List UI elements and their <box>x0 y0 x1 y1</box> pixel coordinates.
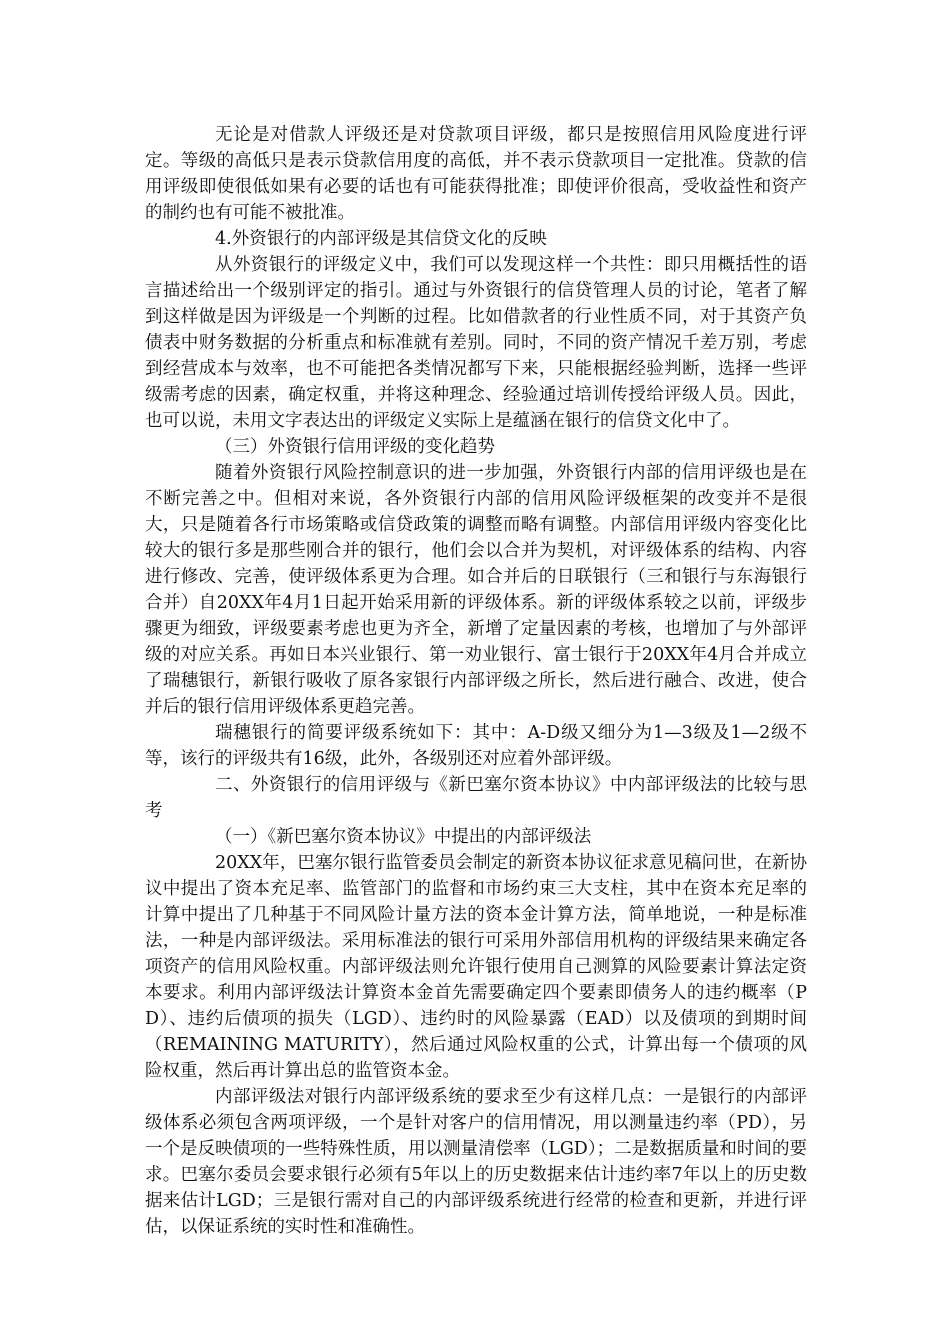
heading-irb-approach: （一）《新巴塞尔资本协议》中提出的内部评级法 <box>215 827 592 847</box>
paragraph-basel-accord: 20XX年，巴塞尔银行监管委员会制定的新资本协议征求意见稿问世，在新协议中提出了资本充足率、监管部门的监督和市场约束三大支柱，其中在资本充足率的计算中提出了几种基于不同风险计量方法的资本金计算方法，简单地说，一种是标准法，一种是内部评级法。采用标准法的银行可采用外部信用机构的评级结果来确定各项资产的信用风险权重。内部评级法则允许银行使用自己测算的风险要素计算法定资本要求。利用内部评级法计算资本金首先需要确定四个要素即债务人的违约概率（PD）、违约后债项的损失（LGD）、违约时的风险暴露（EAD）以及债项的到期时间（REMAINING MATURITY），然后通过风险权重的公式，计算出每一个债项的风险权重，然后再计算出总的监管资本金。 <box>145 853 807 1081</box>
document-body <box>145 122 807 1240</box>
heading-basel-comparison: 二、外资银行的信用评级与《新巴塞尔资本协议》中内部评级法的比较与思考 <box>145 775 807 821</box>
heading-credit-culture: 4.外资银行的内部评级是其信贷文化的反映 <box>215 229 547 249</box>
paragraph-rating-evolution: 随着外资银行风险控制意识的进一步加强，外资银行内部的信用评级也是在不断完善之中。但相对来说，各外资银行内部的信用风险评级框架的改变并不是很大，只是随着各行市场策略或信贷政策的调整而略有调整。内部信用评级内容变化比较大的银行多是那些刚合并的银行，他们会以合并为契机，对评级体系的结构、内容进行修改、完善，使评级体系更为合理。如合并后的日联银行（三和银行与东海银行合并）自20XX年4月1日起开始采用新的评级体系。新的评级体系较之以前，评级步骤更为细致，评级要素考虑也更为齐全，新增了定量因素的考核，也增加了与外部评级的对应关系。再如日本兴业银行、第一劝业银行、富士银行于20XX年4月合并成立了瑞穗银行，新银行吸收了原各家银行内部评级之所长，然后进行融合、改进，使合并后的银行信用评级体系更趋完善。 <box>145 463 807 717</box>
paragraph-rating-definition: 从外资银行的评级定义中，我们可以发现这样一个共性：即只用概括性的语言描述给出一个级别评定的指引。通过与外资银行的信贷管理人员的讨论，笔者了解到这样做是因为评级是一个判断的过程。比如借款者的行业性质不同，对于其资产负债表中财务数据的分析重点和标准就有差别。同时，不同的资产情况千差万别，考虑到经营成本与效率，也不可能把各类情况都写下来，只能根据经验判断，选择一些评级需考虑的因素，确定权重，并将这种理念、经验通过培训传授给评级人员。因此，也可以说，未用文字表达出的评级定义实际上是蕴涵在银行的信贷文化中了。 <box>145 255 807 431</box>
paragraph-irb-requirements: 内部评级法对银行内部评级系统的要求至少有这样几点：一是银行的内部评级体系必须包含两项评级，一个是针对客户的信用情况，用以测量违约率（PD），另一个是反映债项的一些特殊性质，用以测量清偿率（LGD）；二是数据质量和时间的要求。巴塞尔委员会要求银行必须有5年以上的历史数据来估计违约率7年以上的历史数据来估计LGD；三是银行需对自己的内部评级系统进行经常的检查和更新，并进行评估，以保证系统的实时性和准确性。 <box>145 1087 807 1237</box>
paragraph-rating-approval: 无论是对借款人评级还是对贷款项目评级，都只是按照信用风险度进行评定。等级的高低只是表示贷款信用度的高低，并不表示贷款项目一定批准。贷款的信用评级即使很低如果有必要的话也有可能获得批准；即使评价很高，受收益性和资产的制约也有可能不被批准。 <box>145 125 807 223</box>
heading-rating-trend: （三）外资银行信用评级的变化趋势 <box>215 437 495 457</box>
paragraph-mizuho-system: 瑞穗银行的简要评级系统如下：其中：A-D级又细分为1—3级及1—2级不等，该行的评级共有16级，此外，各级别还对应着外部评级。 <box>145 723 807 769</box>
